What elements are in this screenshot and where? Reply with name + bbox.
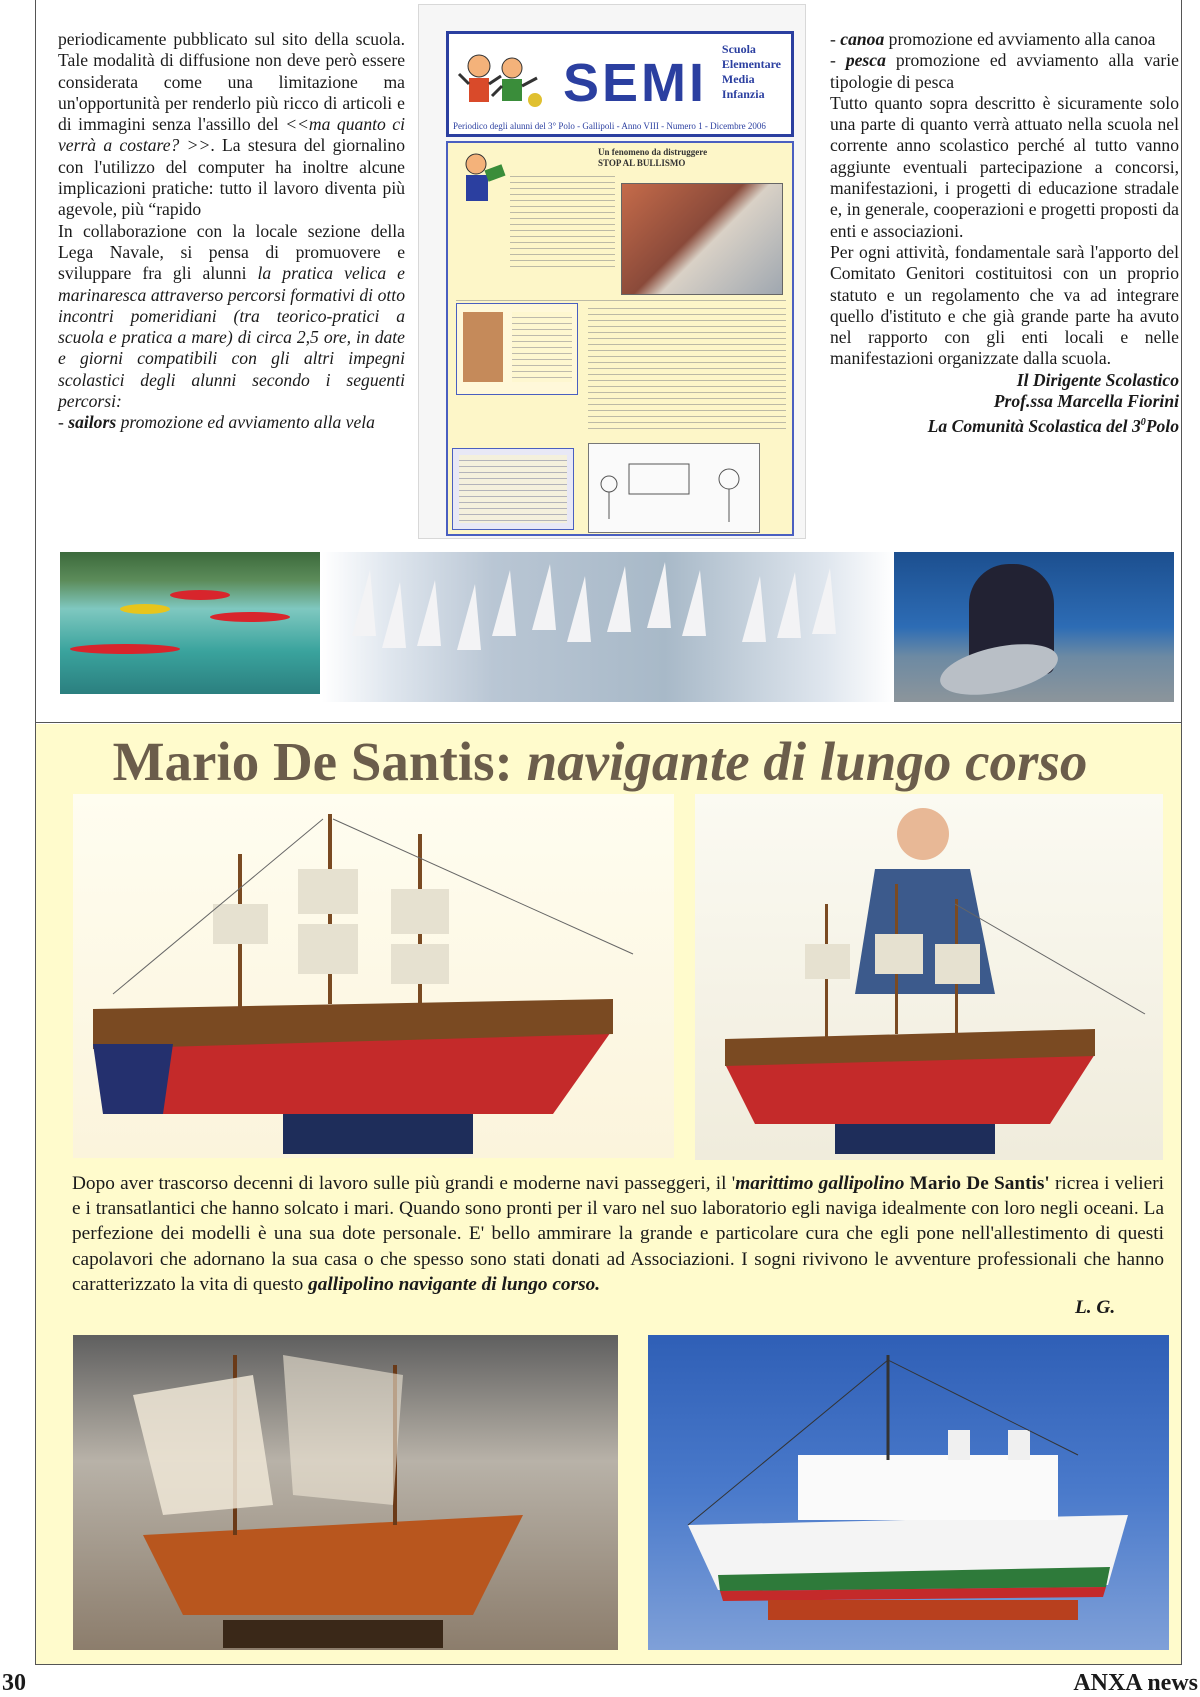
- newsletter-sketch: [588, 443, 760, 533]
- newsletter-text-block: [510, 171, 615, 271]
- right-column: [830, 29, 1179, 438]
- cartoon-character-icon: [456, 149, 506, 209]
- newsletter-contents-box: [452, 448, 574, 530]
- raffaello-liner-model-photo: [648, 1335, 1169, 1650]
- newsletter-inset-box: [456, 303, 578, 395]
- galleon-model-photo: [73, 794, 674, 1158]
- page-number: 30: [2, 1670, 26, 1696]
- newsletter-photo: [621, 183, 783, 295]
- signature-name: Prof.ssa Marcella Fiorini: [993, 391, 1179, 412]
- newsletter-text-block: [456, 295, 786, 301]
- list-item-sailors: - sailors promozione ed avviamento alla vela: [58, 412, 375, 433]
- newsletter-school-list: Scuola Elementare Media Infanzia: [721, 42, 781, 101]
- paragraph-comitato: Per ogni attività, fondamentale sarà l'apporto del Comitato Genitori costituitosi con un proprio statuto e un regolamento che va ad integrare quello d'istituto e che già grande parte ha avuto nel rapporto con gli enti locali e nelle manifestazioni organizzate dalla scuola.: [830, 241, 1179, 369]
- fishing-photo: [894, 552, 1174, 702]
- paragraph-lega-navale: In collaborazione con la locale sezione della Lega Navale, si pensa di promuovere e sviluppare fra gli alunni la pratica velica e marinaresca attraverso percorsi formativi di otto incontri pomeridiani (tra teorico-pratici a scuola e pratica a mare) di circa 2,5 ore, in date e giorni compatibili con gli altri impegni scolastici degli alunni secondo i seguenti percorsi:: [58, 220, 405, 412]
- caravel-model-photo: [73, 1335, 618, 1650]
- newsletter-text-block: [588, 303, 786, 431]
- man-with-galleon-model-photo: [695, 794, 1163, 1160]
- section-divider: [35, 722, 1182, 723]
- newsletter-page: [446, 141, 794, 536]
- article-body: Dopo aver trascorso decenni di lavoro sulle più grandi e moderne navi passeggeri, il 'marittimo gallipolino Mario De Santis' ricrea i velieri e i transatlantici che hanno solcato i mari. Quando sono pronti per il varo nel suo laboratorio egli naviga idealmente con loro negli oceani. La perfezione dei modelli è una sua dote personale. E' bello ammirare la grande e particolare cura che egli pone nell'allestimento di questi capolavori che adornano la sua casa o che spesso sono stati donati ad Associazioni. I sogni rivivono le avventure professionali che hanno caratterizzato la vita di questo gallipolino navigante di lungo corso.: [72, 1173, 1164, 1295]
- list-item-pesca: - pesca promozione ed avviamento alla varie tipologie di pesca: [830, 50, 1179, 92]
- signature-title: Il Dirigente Scolastico: [1016, 369, 1179, 390]
- newsletter-masthead: [446, 31, 794, 137]
- list-item-canoa: - canoa promozione ed avviamento alla canoa: [830, 29, 1156, 49]
- paragraph-tutto-quanto: Tutto quanto sopra descritto è sicuramente solo una parte di quanto verrà attuato nella scuola nel corrente anno scolastico perché al tutto vanno aggiunte eventuali partecipazione a concorsi, manifestazioni, i progetti di educazione stradale e, in generale, cooperazioni e progetti proposti da enti e associazioni.: [830, 92, 1179, 241]
- magazine-brand: ANXA news: [1073, 1670, 1198, 1696]
- newsletter-issue-line: Periodico degli alunni del 3° Polo - Gallipoli - Anno VIII - Numero 1 - Dicembre 2006: [453, 121, 766, 131]
- cartoon-kids-icon: [457, 48, 547, 118]
- sailing-dinghies-photo: [322, 552, 894, 702]
- paragraph-diffusione: periodicamente pubblicato sul sito della scuola. Tale modalità di diffusione non deve però essere considerata come una limitazione ma un'opportunità per renderlo più ricco di articoli e di immagini senza l'assillo del <<ma quanto ci verrà a costare? >>. La stesura del giornalino con l'utilizzo del computer ha inoltre alcune implicazioni pratiche: tutto il lavoro diventa più agevole, più “rapido: [58, 29, 405, 220]
- kayak-photo: [60, 552, 320, 694]
- signature-community: La Comunità Scolastica del $3^0Polo$: [927, 416, 1179, 437]
- newsletter-story-title: Un fenomeno da distruggere STOP AL BULLISMO: [598, 147, 708, 168]
- newsletter-brand: SEMI: [563, 53, 708, 113]
- newsletter-cover-image: [418, 4, 806, 539]
- left-column: [58, 29, 405, 434]
- article-title: Mario De Santis: navigante di lungo corso: [112, 731, 1088, 792]
- inset-photo: [463, 312, 503, 382]
- author-initials: L. G.: [1075, 1297, 1116, 1318]
